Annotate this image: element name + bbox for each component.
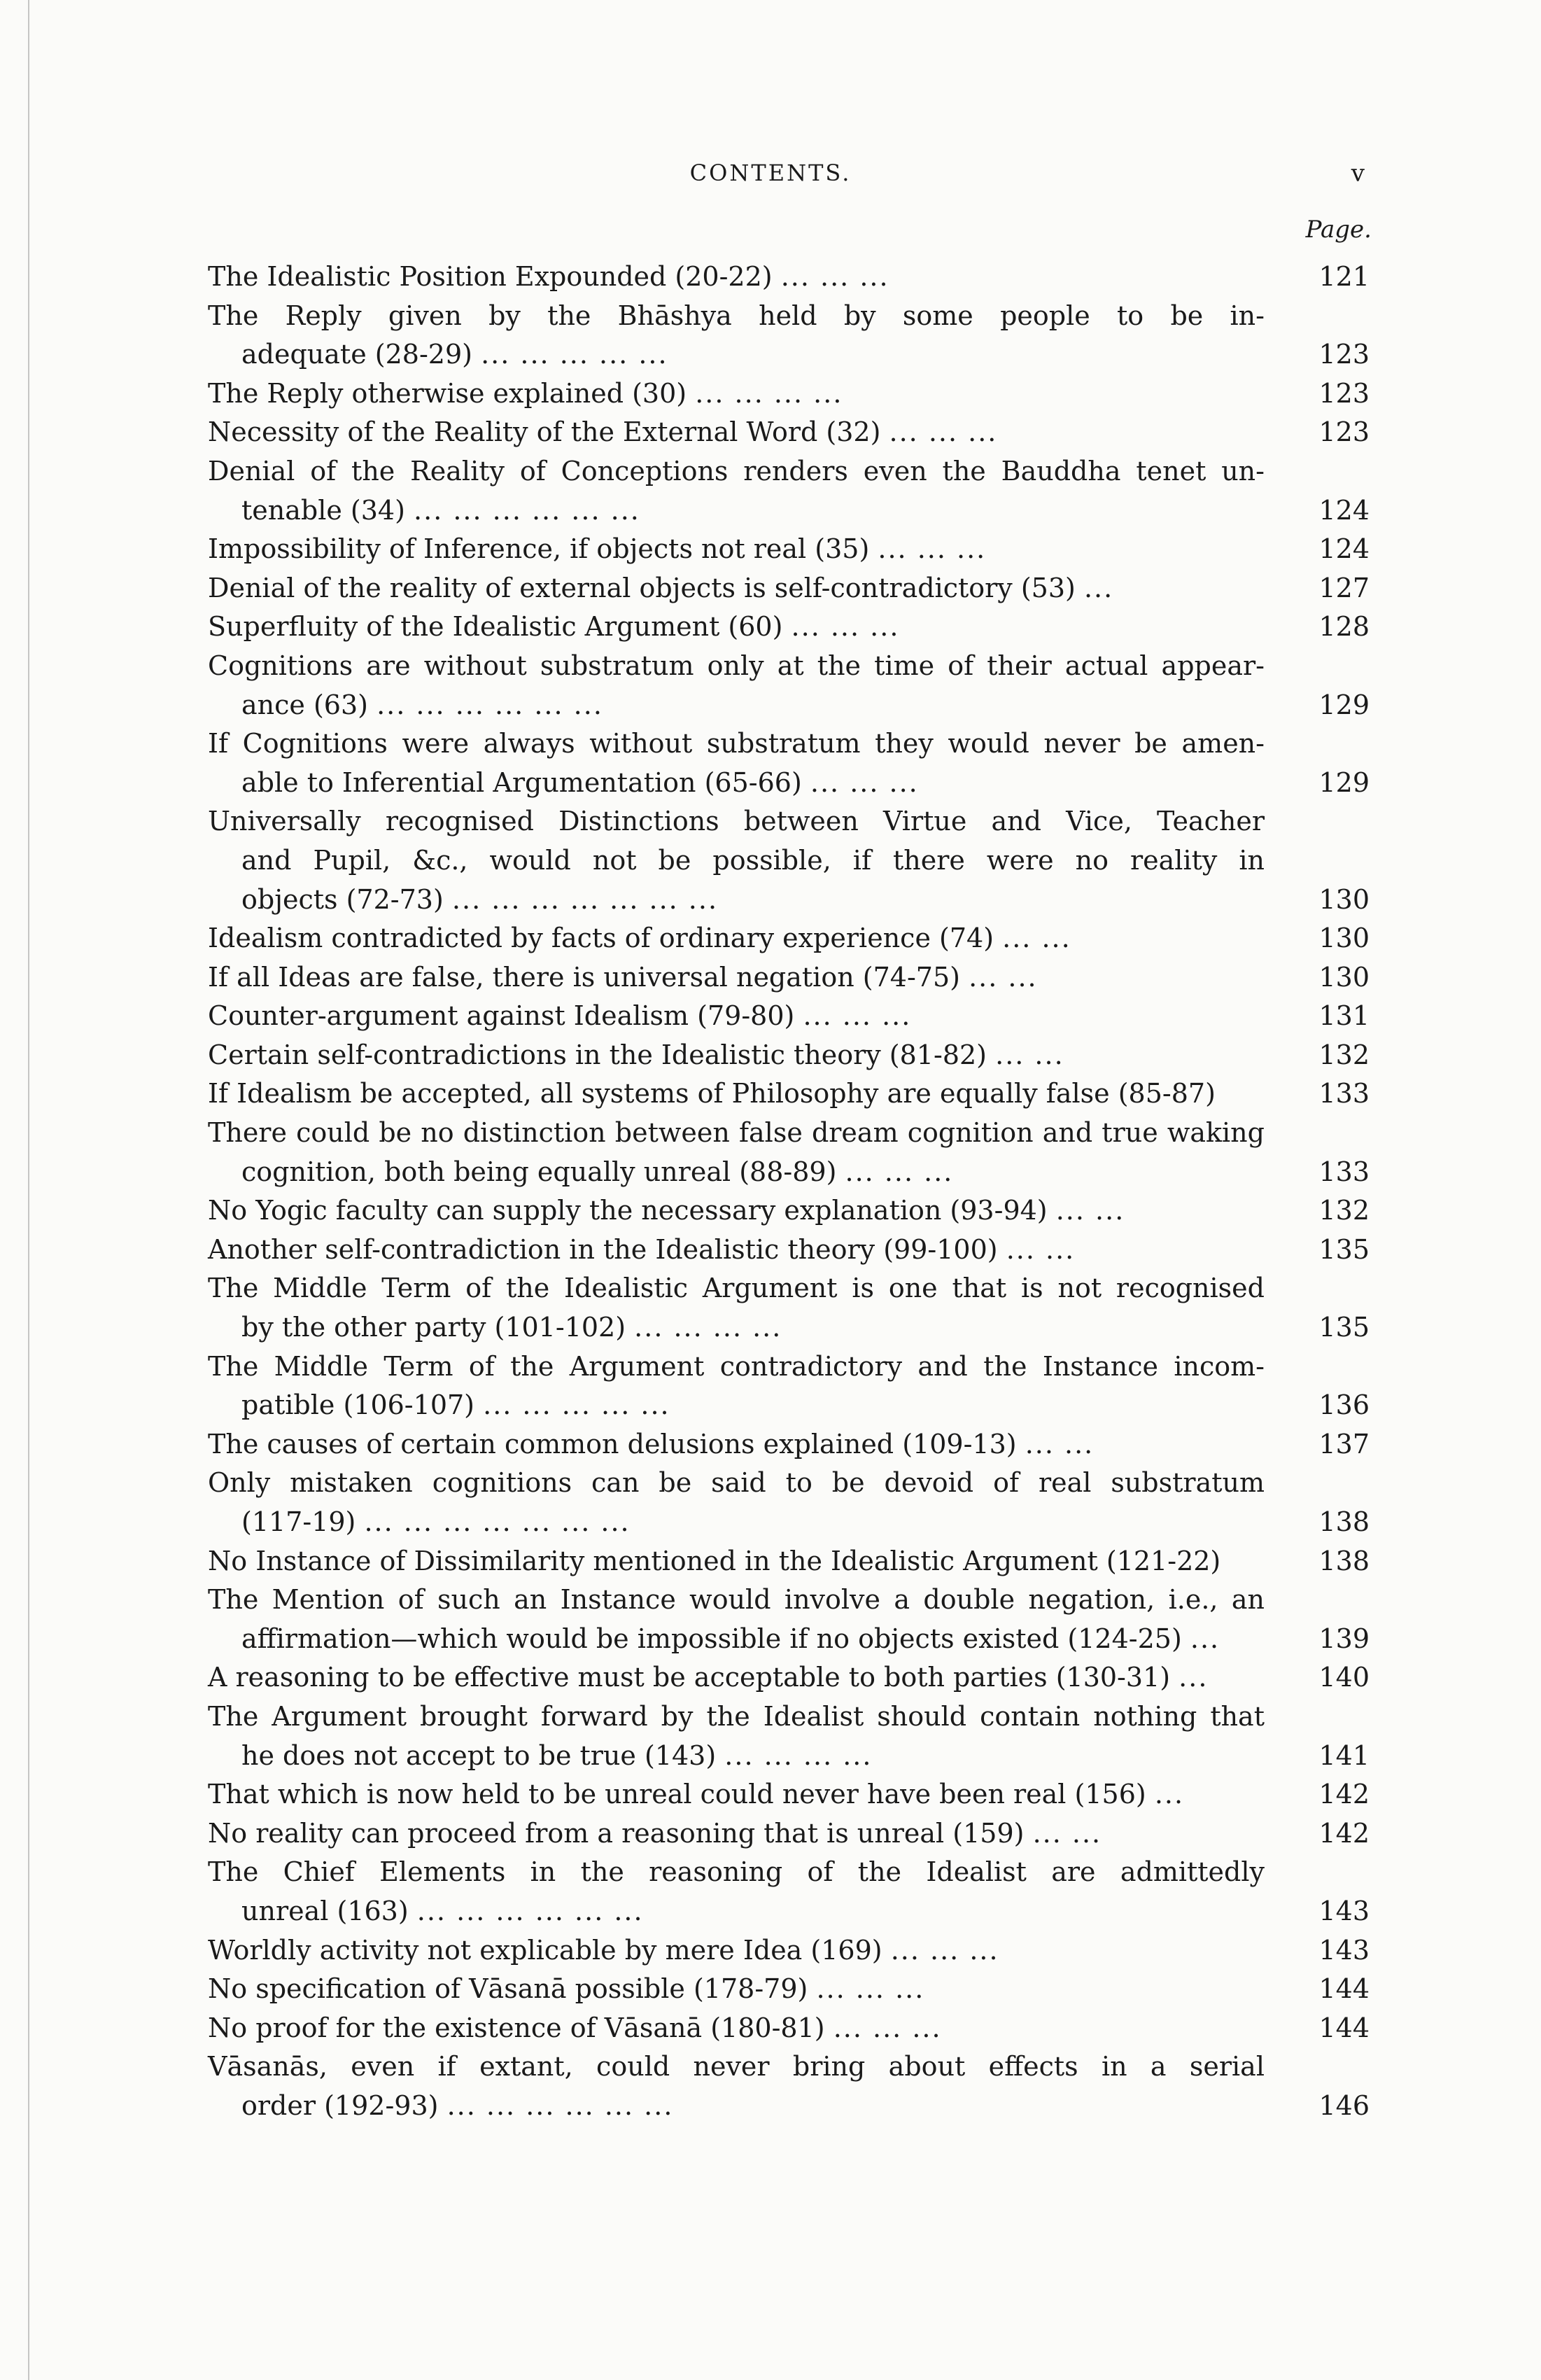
leader-dots: ... ... <box>995 1039 1064 1070</box>
toc-entry <box>208 374 1370 414</box>
toc-entry <box>208 1231 1370 1270</box>
toc-entry-line: If all Ideas are false, there is universal negation (74-75) ... ... <box>208 961 1038 993</box>
toc-entry <box>208 1074 1370 1114</box>
toc-entry-line: Only mistaken cognitions can be said to be devoid of real substratum <box>208 1467 1265 1499</box>
toc-page-number: 130 <box>1318 923 1370 954</box>
toc-entry-line: The Reply given by the Bhāshya held by some people to be in- <box>208 300 1265 331</box>
toc-entry <box>208 2009 1370 2048</box>
leader-dots: ... ... ... <box>845 1156 954 1187</box>
leader-dots: ... ... <box>1055 1195 1125 1226</box>
toc-entry-line: No specification of Vāsanā possible (178-79) ... ... ... <box>208 1973 925 2005</box>
toc-entry <box>208 919 1370 958</box>
toc-entry <box>208 569 1370 608</box>
toc-page-number: 137 <box>1318 1428 1370 1460</box>
toc-entry <box>208 530 1370 569</box>
toc-entry-line: Another self-contradiction in the Idealistic theory (99-100) ... ... <box>208 1233 1076 1265</box>
toc-page-number: 135 <box>1318 1312 1370 1343</box>
toc-entry <box>208 997 1370 1036</box>
toc-page-number: 142 <box>1318 1817 1370 1849</box>
toc-entry-line: The Mention of such an Instance would involve a double negation, i.e., an <box>208 1584 1265 1616</box>
leader-dots: ... ... ... ... ... ... <box>446 2090 674 2121</box>
toc-page-number: 144 <box>1318 1973 1370 2005</box>
toc-entry-line: order (192-93) ... ... ... ... ... ... <box>241 2090 674 2121</box>
toc-entry <box>208 452 1370 530</box>
leader-dots: ... ... ... ... ... <box>481 339 668 370</box>
leader-dots: ... <box>1154 1779 1185 1810</box>
toc-page-number: 129 <box>1318 689 1370 720</box>
toc-entry <box>208 1931 1370 1970</box>
leader-dots: ... ... ... ... ... ... <box>377 689 603 720</box>
toc-entry-line: That which is now held to be unreal could never have been real (156) ... <box>208 1779 1185 1810</box>
leader-dots: ... ... ... <box>889 416 998 448</box>
toc-entry-line: cognition, both being equally unreal (88-89) ... ... ... <box>241 1156 954 1187</box>
leader-dots: ... ... ... ... ... ... ... <box>451 883 719 915</box>
leader-dots: ... ... ... ... ... ... <box>416 1895 644 1926</box>
toc-entry-line: affirmation—which would be impossible if no objects existed (124-25) ... <box>241 1623 1220 1654</box>
toc-entry-line: Denial of the reality of external objects is self-contradictory (53) ... <box>208 572 1114 603</box>
toc-entry-line: Necessity of the Reality of the External Word (32) ... ... ... <box>208 416 998 448</box>
toc-entry-line: Certain self-contradictions in the Idealistic theory (81-82) ... ... <box>208 1039 1064 1070</box>
toc-page-number: 140 <box>1318 1662 1370 1693</box>
toc-entry <box>208 1970 1370 2009</box>
toc-entry <box>208 413 1370 452</box>
toc-entry-line: No proof for the existence of Vāsanā (180-81) ... ... ... <box>208 2012 942 2043</box>
leader-dots: ... ... <box>1032 1817 1102 1849</box>
running-header <box>0 160 1541 195</box>
toc-page-number: 121 <box>1318 261 1370 292</box>
toc-entry-line: and Pupil, &c., would not be possible, if there were no reality in <box>241 844 1265 876</box>
toc-page-number: 130 <box>1318 883 1370 915</box>
toc-page-number: 141 <box>1318 1740 1370 1771</box>
toc-entry-line: by the other party (101-102) ... ... ... ... <box>241 1312 782 1343</box>
toc-entry-line: tenable (34) ... ... ... ... ... ... <box>241 494 640 526</box>
toc-page-number: 128 <box>1318 611 1370 643</box>
leader-dots: ... ... ... ... ... ... ... <box>364 1506 631 1537</box>
leader-dots: ... ... <box>1002 923 1071 954</box>
leader-dots: ... ... ... <box>833 2012 942 2043</box>
toc-entry-line: The Middle Term of the Idealistic Argument is one that is not recognised <box>208 1273 1265 1304</box>
toc-entry <box>208 1581 1370 1658</box>
toc-page-number: 131 <box>1318 1000 1370 1032</box>
toc-entry <box>208 1425 1370 1464</box>
toc-entry-line: If Cognitions were always without substratum they would never be amen- <box>208 728 1265 760</box>
toc-page-number: 133 <box>1318 1078 1370 1110</box>
toc-entry <box>208 958 1370 997</box>
toc-entry-line: The Idealistic Position Expounded (20-22) ... ... ... <box>208 261 889 292</box>
toc-entry-line: patible (106-107) ... ... ... ... ... <box>241 1390 670 1421</box>
toc-entry-line: Impossibility of Inference, if objects not real (35) ... ... ... <box>208 533 987 565</box>
leader-dots: ... ... ... <box>780 261 889 292</box>
leader-dots: ... ... ... ... <box>695 377 843 409</box>
toc-page-number: 123 <box>1318 377 1370 409</box>
toc-page-number: 143 <box>1318 1934 1370 1966</box>
toc-entry <box>208 1542 1370 1581</box>
toc-entry-line: able to Inferential Argumentation (65-66) ... ... ... <box>241 766 919 798</box>
toc-page-number: 130 <box>1318 961 1370 993</box>
leader-dots: ... ... <box>969 961 1038 993</box>
leader-dots: ... ... ... <box>878 533 987 565</box>
toc-page-number: 136 <box>1318 1390 1370 1421</box>
toc-entry-line: Universally recognised Distinctions between Virtue and Vice, Teacher <box>208 806 1265 837</box>
toc-entry <box>208 1698 1370 1775</box>
toc-entry <box>208 1658 1370 1698</box>
toc-page-number: 123 <box>1318 416 1370 448</box>
leader-dots: ... <box>1190 1623 1220 1654</box>
toc-page-number: 127 <box>1318 572 1370 603</box>
leader-dots: ... ... ... ... <box>634 1312 782 1343</box>
toc-entry <box>208 297 1370 374</box>
toc-entry-line: Vāsanās, even if extant, could never bring about effects in a serial <box>208 2051 1265 2082</box>
toc-page-number: 139 <box>1318 1623 1370 1654</box>
toc-entry-line: Worldly activity not explicable by mere Idea (169) ... ... ... <box>208 1934 999 1966</box>
leader-dots: ... ... ... <box>810 766 919 798</box>
page-column-label: Page. <box>1305 216 1372 244</box>
toc-entry-line: Idealism contradicted by facts of ordinary experience (74) ... ... <box>208 923 1071 954</box>
toc-entry-line: Counter-argument against Idealism (79-80) ... ... ... <box>208 1000 912 1032</box>
toc-entry <box>208 1814 1370 1854</box>
toc-entry <box>208 1269 1370 1347</box>
toc-page-number: 146 <box>1318 2090 1370 2121</box>
toc-page-number: 144 <box>1318 2012 1370 2043</box>
toc-entry <box>208 258 1370 297</box>
leader-dots: ... <box>1083 572 1114 603</box>
leader-dots: ... ... ... <box>816 1973 925 2005</box>
toc-entry-line: The Reply otherwise explained (30) ... ... ... ... <box>208 377 843 409</box>
leader-dots: ... ... ... ... ... ... <box>414 494 640 526</box>
toc-entry <box>208 1775 1370 1814</box>
toc-page-number: 124 <box>1318 494 1370 526</box>
toc-page-number: 142 <box>1318 1779 1370 1810</box>
toc-entry <box>208 1464 1370 1541</box>
toc-entry-line: objects (72-73) ... ... ... ... ... ... ... <box>241 883 719 915</box>
toc-entry-line: ance (63) ... ... ... ... ... ... <box>241 689 603 720</box>
leader-dots: ... ... ... <box>890 1934 999 1966</box>
leader-dots: ... ... <box>1025 1428 1095 1460</box>
toc-entry-line: Denial of the Reality of Conceptions renders even the Bauddha tenet un- <box>208 455 1265 486</box>
toc-page-number: 143 <box>1318 1895 1370 1926</box>
toc-entry-line: The causes of certain common delusions explained (109-13) ... ... <box>208 1428 1095 1460</box>
leader-dots: ... ... ... ... <box>724 1740 873 1771</box>
toc-entry <box>208 2047 1370 2125</box>
toc-page-number: 124 <box>1318 533 1370 565</box>
toc-entry <box>208 647 1370 724</box>
toc-page-number: 133 <box>1318 1156 1370 1187</box>
toc-entry-line: (117-19) ... ... ... ... ... ... ... <box>241 1506 631 1537</box>
toc-entry-line: No Yogic faculty can supply the necessary explanation (93-94) ... ... <box>208 1195 1125 1226</box>
toc-entry-line: Cognitions are without substratum only at the time of their actual appear- <box>208 650 1265 681</box>
toc-entry <box>208 802 1370 919</box>
toc-entry <box>208 1853 1370 1931</box>
toc-entry-line: No reality can proceed from a reasoning that is unreal (159) ... ... <box>208 1817 1102 1849</box>
toc-entry-line: unreal (163) ... ... ... ... ... ... <box>241 1895 644 1926</box>
table-of-contents <box>208 258 1370 2126</box>
leader-dots: ... ... ... <box>791 611 900 643</box>
toc-entry-line: The Middle Term of the Argument contradictory and the Instance incom- <box>208 1350 1265 1382</box>
toc-entry-line: A reasoning to be effective must be acceptable to both parties (130-31) ... <box>208 1662 1209 1693</box>
toc-page-number: 138 <box>1318 1545 1370 1576</box>
leader-dots: ... ... ... <box>803 1000 912 1032</box>
leader-dots: ... ... ... ... ... <box>483 1390 670 1421</box>
toc-entry-line: The Chief Elements in the reasoning of the Idealist are admittedly <box>208 1856 1265 1888</box>
toc-entry-line: Superfluity of the Idealistic Argument (60) ... ... ... <box>208 611 900 643</box>
toc-entry <box>208 724 1370 802</box>
toc-entry <box>208 1036 1370 1075</box>
toc-entry <box>208 608 1370 647</box>
page-binding-edge <box>28 0 29 2380</box>
toc-entry-line: No Instance of Dissimilarity mentioned in the Idealistic Argument (121-22) <box>208 1545 1221 1576</box>
toc-entry <box>208 1191 1370 1231</box>
toc-entry-line: adequate (28-29) ... ... ... ... ... <box>241 339 668 370</box>
toc-page-number: 129 <box>1318 766 1370 798</box>
page-number: v <box>1351 160 1365 188</box>
toc-entry <box>208 1114 1370 1191</box>
toc-page-number: 135 <box>1318 1233 1370 1265</box>
toc-page-number: 123 <box>1318 339 1370 370</box>
toc-entry <box>208 1348 1370 1425</box>
toc-entry-line: The Argument brought forward by the Idealist should contain nothing that <box>208 1700 1265 1732</box>
toc-entry-line: he does not accept to be true (143) ... ... ... ... <box>241 1740 873 1771</box>
toc-entry-line: If Idealism be accepted, all systems of Philosophy are equally false (85-87) <box>208 1078 1216 1110</box>
toc-page-number: 132 <box>1318 1195 1370 1226</box>
toc-page-number: 132 <box>1318 1039 1370 1070</box>
leader-dots: ... <box>1178 1662 1209 1693</box>
running-title: CONTENTS. <box>689 160 852 186</box>
leader-dots: ... ... <box>1006 1233 1076 1265</box>
toc-entry-line: There could be no distinction between false dream cognition and true waking <box>208 1117 1265 1149</box>
toc-page-number: 138 <box>1318 1506 1370 1537</box>
